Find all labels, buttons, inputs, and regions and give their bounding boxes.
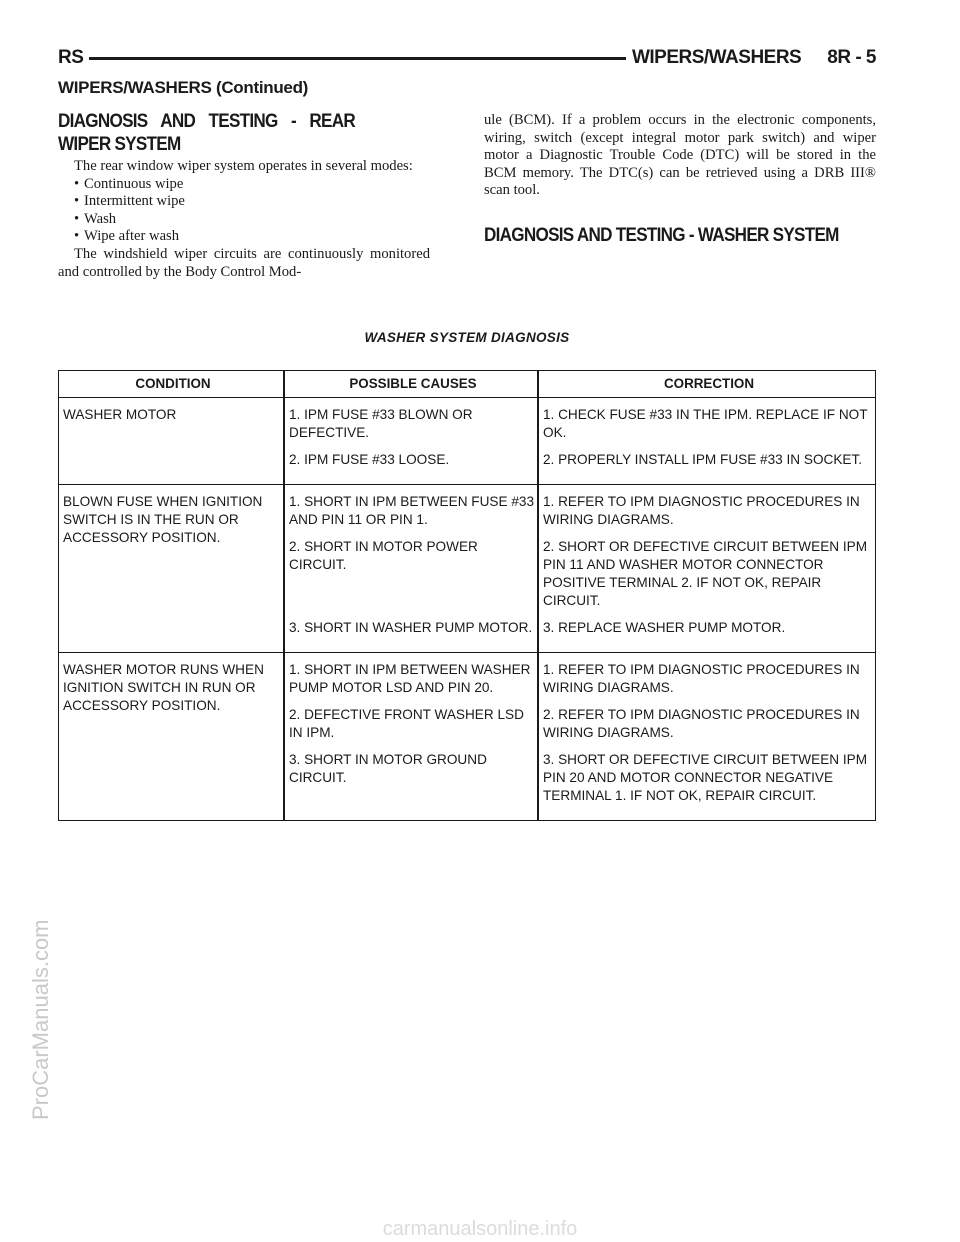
table-row	[59, 398, 875, 485]
cause-item	[283, 619, 875, 637]
modes-list	[58, 176, 430, 246]
body-paragraph: ule (BCM). If a problem occurs in the electronic components, wiring, switch (except integral motor park switch) and wiper motor a Diagnostic Trouble Code (DTC) will be stored in the BCM memory. The DTC(s) can be retrieved using a DRB III® scan tool.	[484, 112, 876, 199]
list-item: • Wash	[74, 211, 430, 229]
cause-correction-group	[283, 398, 875, 484]
column-header: CONDITION	[135, 376, 211, 391]
correction-cell: 1. REFER TO IPM DIAGNOSTIC PROCEDURES IN WIRING DIAGRAMS.	[543, 494, 860, 527]
cause-correction-group	[283, 485, 875, 652]
cause-item	[283, 538, 875, 610]
cause-item	[283, 493, 875, 529]
cause-cell: 3. SHORT IN WASHER PUMP MOTOR.	[289, 620, 533, 635]
cause-item	[283, 451, 875, 469]
cause-cell: 2. IPM FUSE #33 LOOSE.	[289, 452, 450, 467]
correction-cell: 1. CHECK FUSE #33 IN THE IPM. REPLACE IF NOT OK.	[543, 407, 868, 440]
cause-item	[283, 751, 875, 805]
page-header	[58, 46, 876, 70]
cause-cell: 1. SHORT IN IPM BETWEEN FUSE #33 AND PIN 11 OR PIN 1.	[289, 494, 534, 527]
washer-system-heading: DIAGNOSIS AND TESTING - WASHER SYSTEM	[484, 224, 839, 246]
header-section: WIPERS/WASHERS	[631, 47, 802, 68]
cause-cell: 3. SHORT IN MOTOR GROUND CIRCUIT.	[289, 752, 487, 785]
list-item: • Intermittent wipe	[74, 193, 430, 211]
page-number: 8R - 5	[827, 47, 876, 68]
side-watermark: ProCarManuals.com	[28, 919, 53, 1120]
continued-heading: WIPERS/WASHERS (Continued)	[58, 78, 309, 97]
right-column	[484, 110, 876, 247]
table-row	[59, 485, 875, 653]
correction-cell: 2. SHORT OR DEFECTIVE CIRCUIT BETWEEN IPM PIN 11 AND WASHER MOTOR CONNECTOR POSITIVE TERMINAL 2. IF NOT OK, REPAIR CIRCUIT.	[543, 539, 868, 608]
correction-cell: 2. REFER TO IPM DIAGNOSTIC PROCEDURES IN WIRING DIAGRAMS.	[543, 707, 860, 740]
column-header: CORRECTION	[663, 376, 754, 391]
cause-item	[283, 706, 875, 742]
left-column	[58, 110, 430, 281]
correction-cell: 3. REPLACE WASHER PUMP MOTOR.	[543, 620, 786, 635]
cause-correction-group	[283, 653, 875, 820]
cause-item	[283, 661, 875, 697]
column-divider	[537, 371, 539, 820]
header-rule	[89, 57, 626, 60]
list-item: • Wipe after wash	[74, 228, 430, 246]
header-left: RS	[58, 47, 84, 68]
condition-cell: WASHER MOTOR RUNS WHEN IGNITION SWITCH IN RUN OR ACCESSORY POSITION.	[63, 662, 264, 713]
condition-cell: WASHER MOTOR	[63, 407, 177, 422]
bottom-watermark: carmanualsonline.info	[382, 1218, 578, 1240]
correction-cell: 3. SHORT OR DEFECTIVE CIRCUIT BETWEEN IPM PIN 20 AND MOTOR CONNECTOR NEGATIVE TERMINAL 1. IF NOT OK, REPAIR CIRCUIT.	[543, 752, 868, 803]
correction-cell: 2. PROPERLY INSTALL IPM FUSE #33 IN SOCKET.	[543, 452, 863, 467]
cause-item	[283, 406, 875, 442]
table-row	[59, 653, 875, 820]
list-item: • Continuous wipe	[74, 176, 430, 194]
condition-cell: BLOWN FUSE WHEN IGNITION SWITCH IS IN THE RUN OR ACCESSORY POSITION.	[63, 494, 263, 545]
rear-wiper-heading: DIAGNOSIS AND TESTING - REAR WIPER SYSTEM	[58, 111, 355, 155]
cause-cell: 2. SHORT IN MOTOR POWER CIRCUIT.	[289, 539, 478, 572]
correction-cell: 1. REFER TO IPM DIAGNOSTIC PROCEDURES IN WIRING DIAGRAMS.	[543, 662, 860, 695]
intro-text: The rear window wiper system operates in several modes:	[74, 158, 413, 174]
cause-cell: 1. IPM FUSE #33 BLOWN OR DEFECTIVE.	[289, 407, 473, 440]
body-paragraph: The windshield wiper circuits are continuously monitored and controlled by the Body Control Mod-	[58, 245, 430, 280]
diagnosis-table	[58, 370, 876, 821]
table-header-row	[59, 371, 875, 398]
cause-cell: 1. SHORT IN IPM BETWEEN WASHER PUMP MOTOR LSD AND PIN 20.	[289, 662, 531, 695]
cause-cell: 2. DEFECTIVE FRONT WASHER LSD IN IPM.	[289, 707, 524, 740]
column-header: POSSIBLE CAUSES	[349, 376, 477, 391]
column-divider	[283, 371, 285, 820]
table-title: WASHER SYSTEM DIAGNOSIS	[364, 330, 570, 345]
